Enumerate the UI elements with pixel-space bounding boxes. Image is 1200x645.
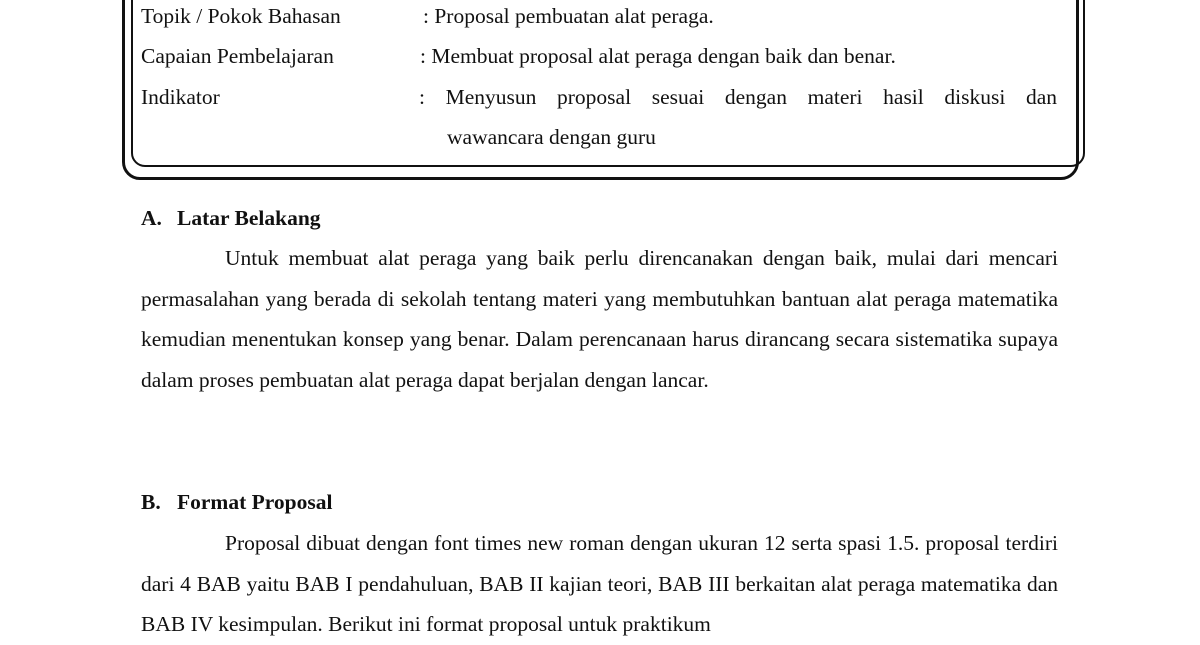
indikator-line-1: : Menyusun proposal sesuai dengan materi hasil diskusi dan xyxy=(419,85,1057,109)
meta-label: Capaian Pembelajaran xyxy=(141,44,334,68)
meta-value: : Proposal pembuatan alat peraga. xyxy=(423,4,714,28)
meta-label: Topik / Pokok Bahasan xyxy=(141,4,341,28)
section-number: B. xyxy=(141,490,161,514)
section-heading-b xyxy=(141,490,332,515)
section-number: A. xyxy=(141,206,162,230)
section-title: Format Proposal xyxy=(177,490,333,514)
meta-label: Indikator xyxy=(141,85,220,109)
section-paragraph-a: Untuk membuat alat peraga yang baik perlu direncanakan dengan baik, mulai dari mencari permasalahan yang berada di sekolah tentang materi yang membutuhkan bantuan alat peraga matematika kemudian menentukan konsep yang benar. Dalam perencanaan harus dirancang secara sistematika supaya dalam proses pembuatan alat peraga dapat berjalan dengan lancar. xyxy=(141,246,1058,392)
indikator-value xyxy=(419,77,1057,157)
indikator-line-2: wawancara dengan guru xyxy=(447,125,656,149)
section-paragraph-b: Proposal dibuat dengan font times new roman dengan ukuran 12 serta spasi 1.5. proposal terdiri dari 4 BAB yaitu BAB I pendahuluan, BAB II kajian teori, BAB III berkaitan alat peraga matematika dan BAB IV kesimpulan. Berikut ini format proposal untuk praktikum xyxy=(141,531,1058,637)
meta-value: : Membuat proposal alat peraga dengan baik dan benar. xyxy=(420,44,896,68)
section-heading-a xyxy=(141,206,321,231)
section-title: Latar Belakang xyxy=(177,206,321,230)
